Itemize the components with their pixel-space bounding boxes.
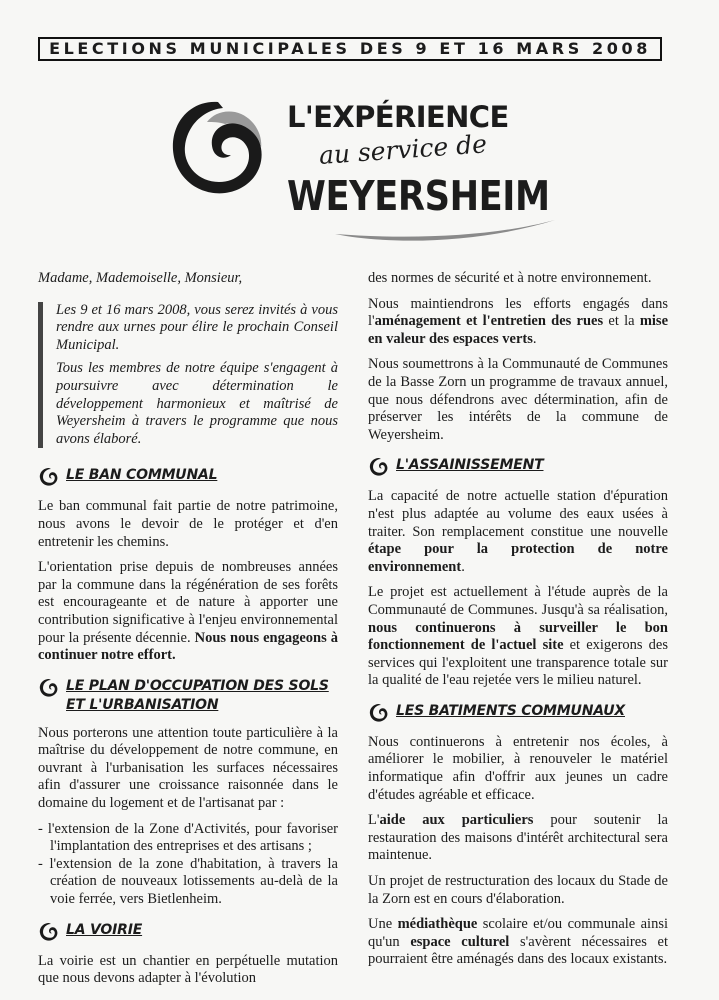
spiral-bullet-icon (38, 466, 60, 488)
election-banner: ELECTIONS MUNICIPALES DES 9 ET 16 MARS 2008 (38, 37, 662, 61)
headline-experience: L'EXPÉRIENCE (287, 100, 509, 134)
section-heading-voirie (38, 921, 338, 943)
assainissement-paragraph-1: La capacité de notre actuelle station d'épuration n'est plus adaptée au volume des eaux usées à traiter. Son remplacement constitue une nouvelle étape pour la protection de notre environnement. (368, 488, 668, 575)
assainissement-paragraph-2: Le projet est actuellement à l'étude auprès de la Communauté de Communes. Jusqu'à sa réalisation, nous continuerons à surveiller le bon fonctionnement de l'actuel site et exigerons des services qui l'exploitent une transparence totale sur la qualité de l'eau rejetée vers le milieu naturel. (368, 584, 668, 689)
batiments-paragraph-4: Une médiathèque scolaire et/ou communale ainsi qu'un espace culturel s'avèrent nécessaires et pourraient être aménagés dans des locaux existants. (368, 916, 668, 968)
headline-weyersheim: WEYERSHEIM (287, 172, 550, 220)
section-heading-batiments (368, 702, 668, 724)
spiral-bullet-icon (368, 456, 390, 478)
heading-label: LA VOIRIE (66, 921, 143, 938)
heading-label: LE BAN COMMUNAL (66, 467, 218, 484)
batiments-paragraph-2: L'aide aux particuliers pour soutenir la restauration des maisons d'intérêt architectural sera maintenue. (368, 812, 668, 864)
section-heading-assainissement (368, 456, 668, 478)
intro-paragraph-2: Tous les membres de notre équipe s'engagent à poursuivre avec détermination le développement harmonieux et maîtrisé de Weyersheim à travers le programme que nous avons élaboré. (56, 360, 338, 447)
ban-paragraph-1: Le ban communal fait partie de notre patrimoine, nous avons le devoir de le protéger et d'en entretenir les chemins. (38, 498, 338, 550)
greeting: Madame, Mademoiselle, Monsieur, (38, 270, 243, 286)
spiral-bullet-icon (368, 702, 390, 724)
heading-label: LE PLAN D'OCCUPATION DES SOLS ET L'URBANISATION (66, 677, 329, 713)
right-column (368, 270, 668, 977)
section-heading-ban-communal (38, 466, 338, 488)
headline-au-service-de: au service de (317, 129, 488, 170)
batiments-paragraph-3: Un projet de restructuration des locaux du Stade de la Zorn est en cours d'élaboration. (368, 873, 668, 907)
plan-list (38, 821, 338, 909)
heading-label: LES BATIMENTS COMMUNAUX (396, 702, 625, 719)
section-heading-plan-occupation (38, 677, 338, 715)
spiral-bullet-icon (38, 677, 60, 699)
ban-paragraph-2: L'orientation prise depuis de nombreuses années par la commune dans la régénération de ses forêts est encourageante et de nature à apporter une contribution significative à l'enjeu environnemental pour la présente décennie. Nous nous engageons à continuer notre effort. (38, 559, 339, 664)
heading-label: L'ASSAINISSEMENT (396, 457, 544, 474)
list-item: - l'extension de la zone d'habitation, à travers la création de nouveaux lotissements au-delà de la voie ferrée, vers Bietlenheim. (38, 855, 338, 908)
voirie-continued: des normes de sécurité et à notre environnement. (368, 270, 652, 286)
spiral-swirl-logo-icon (163, 94, 273, 204)
batiments-paragraph-1: Nous continuerons à entretenir nos écoles, à améliorer le mobilier, à renouveler le matériel informatique afin d'offrir aux jeunes un cadre d'études agréable et efficace. (368, 733, 668, 803)
intro-block (38, 302, 338, 449)
list-item: - l'extension de la Zone d'Activités, pour favoriser l'implantation des entreprises et des artisans ; (38, 820, 338, 855)
intro-paragraph-1: Les 9 et 16 mars 2008, vous serez invités à vous rendre aux urnes pour élire le prochain Conseil Municipal. (56, 301, 338, 353)
plan-paragraph-1: Nous porterons une attention toute particulière à la maîtrise du développement de notre commune, en ouvrant à l'urbanisation les surfaces nécessaires afin d'assurer une croissance raisonnée dans le domaine du logement et de l'artisanat par : (38, 724, 338, 812)
voirie-paragraph-3: Nous soumettrons à la Communauté de Communes de la Basse Zorn un programme de travaux annuel, que nous défendrons avec détermination, afin de préserver les intérêts de la commune de Weyersheim. (368, 356, 668, 443)
left-column (38, 270, 338, 996)
voirie-paragraph-1: La voirie est un chantier en perpétuelle mutation que nous devons adapter à l'évolution (38, 952, 338, 987)
decorative-swoosh (335, 214, 555, 244)
voirie-paragraph-2: Nous maintiendrons les efforts engagés dans l'aménagement et l'entretien des rues et la mise en valeur des espaces verts. (368, 295, 668, 347)
spiral-bullet-icon (38, 921, 60, 943)
